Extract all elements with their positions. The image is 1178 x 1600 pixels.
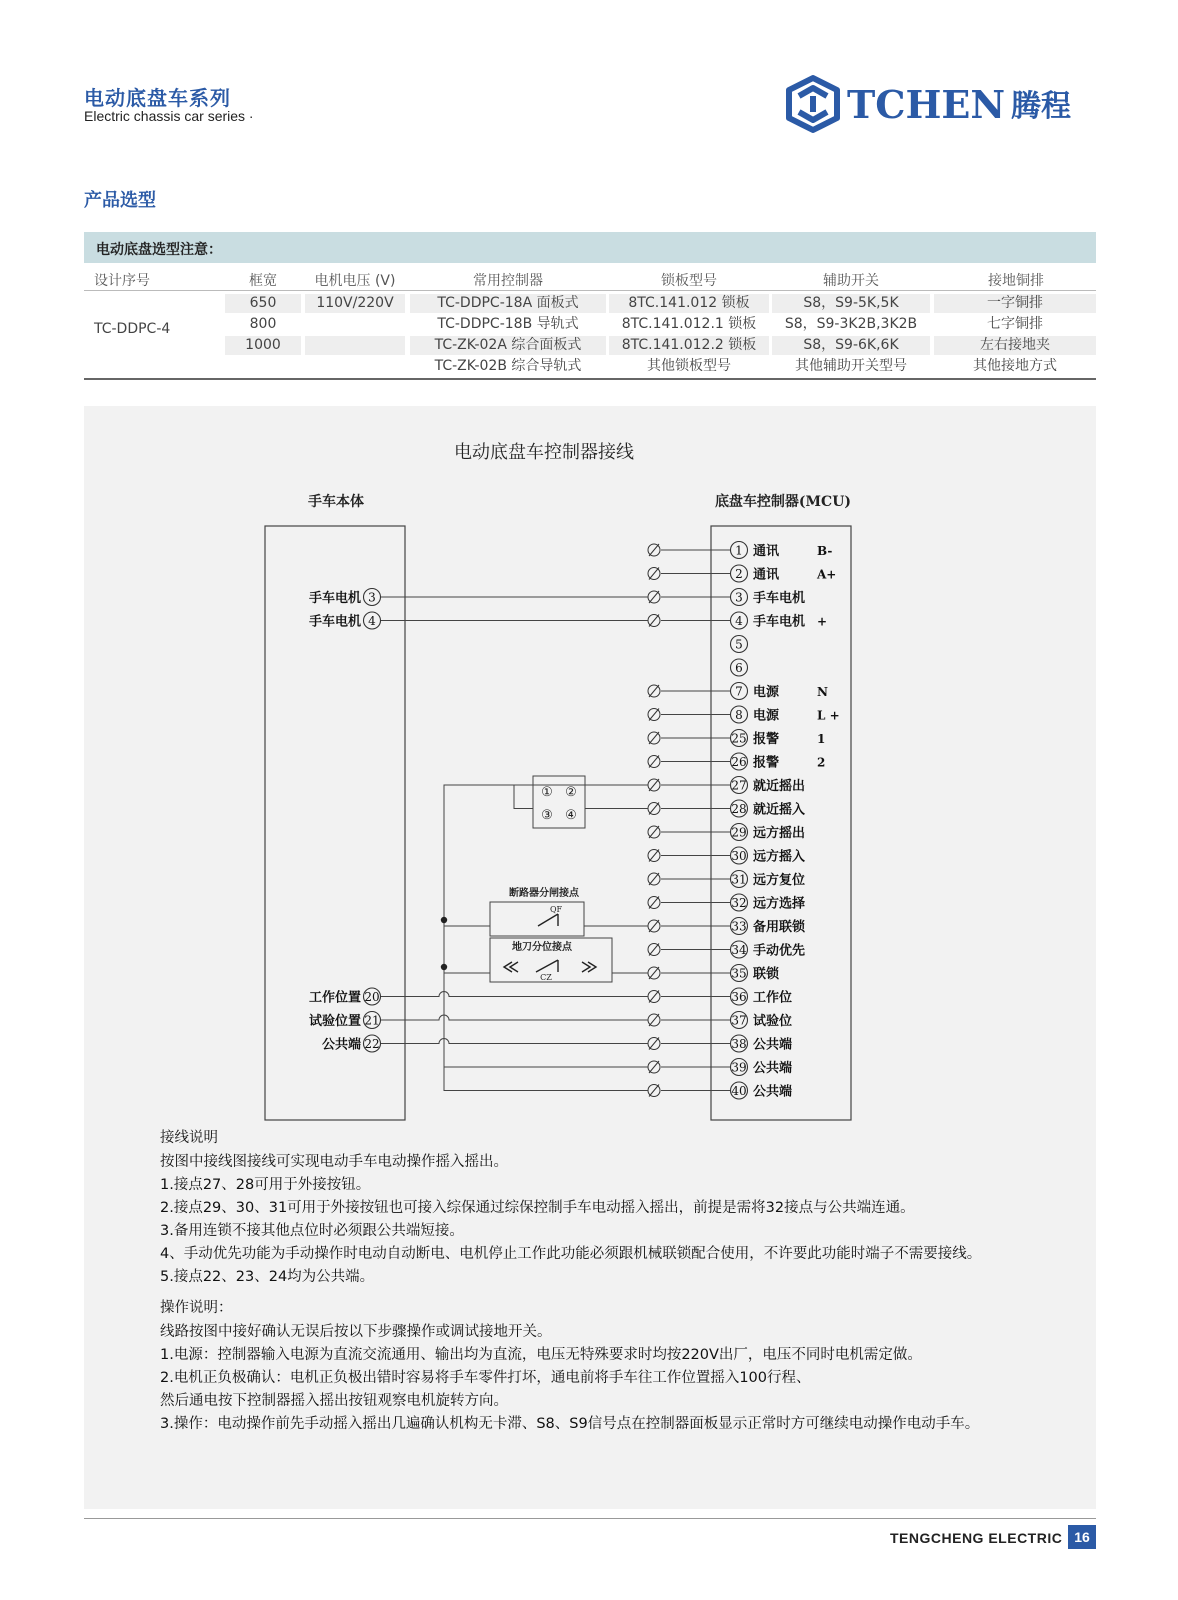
right-box-title: 底盘车控制器(MCU) bbox=[714, 494, 852, 510]
terminal-extra: A+ bbox=[817, 567, 837, 582]
terminal-label: 手车电机 bbox=[753, 614, 806, 630]
terminal-stub-slash bbox=[649, 685, 659, 697]
terminal-number: 7 bbox=[735, 684, 743, 699]
terminal-number: 26 bbox=[731, 755, 747, 769]
terminal-number: 2 bbox=[735, 567, 743, 581]
terminal-stub-slash bbox=[649, 1085, 659, 1097]
terminal-stub-slash bbox=[649, 850, 659, 862]
terminal-stub-slash bbox=[649, 826, 659, 838]
chevron-left-icon bbox=[504, 962, 518, 972]
terminal-label: 远方摇入 bbox=[753, 849, 806, 865]
page-number: 16 bbox=[1068, 1525, 1096, 1549]
terminal-label: 手动优先 bbox=[753, 943, 806, 959]
terminal-label: 手车电机 bbox=[308, 614, 361, 630]
lock-plate-cell: 8TC.141.012 锁板 bbox=[609, 294, 769, 313]
terminal-number: 36 bbox=[731, 990, 747, 1004]
terminal-label: 就近摇出 bbox=[753, 779, 806, 794]
wiring-note: 4、手动优先功能为手动操作时电动自动断电、电机停止工作此功能必须跟机械联锁配合使用，不许要此功能时端子不需要接线。 bbox=[160, 1246, 982, 1262]
series-subtitle: Electric chassis car series · bbox=[84, 108, 254, 124]
earth-switch-icon bbox=[536, 960, 558, 972]
terminal-number: 39 bbox=[731, 1060, 747, 1075]
voltage-empty-cell bbox=[305, 336, 405, 355]
terminal-extra: 1 bbox=[817, 732, 826, 746]
operation-note: 1.电源：控制器输入电源为直流交流通用、输出均为直流，电压无特殊要求时均按220V出厂，电压不同时电机需定做。 bbox=[160, 1347, 922, 1363]
terminal-number: 1 bbox=[735, 543, 743, 558]
terminal-stub-slash bbox=[649, 568, 659, 580]
terminal-number: 3 bbox=[735, 590, 743, 605]
terminal-number: 32 bbox=[731, 896, 747, 910]
logo-text: TCHEN bbox=[847, 82, 1006, 127]
terminal-stub-slash bbox=[649, 591, 659, 603]
terminal-label: 报警 bbox=[753, 732, 780, 747]
button-contact-3: ③ bbox=[541, 808, 553, 823]
ground-bar-cell: 其他接地方式 bbox=[973, 358, 1057, 374]
terminal-number: 38 bbox=[731, 1037, 747, 1051]
terminal-stub-slash bbox=[649, 779, 659, 791]
earth-switch-code: CZ bbox=[540, 973, 552, 982]
frame-width-cell: 800 bbox=[249, 316, 277, 332]
col-head-aux-switch: 辅助开关 bbox=[823, 273, 879, 289]
wiring-note: 5.接点22、23、24均为公共端。 bbox=[160, 1269, 375, 1285]
terminal-extra: N bbox=[817, 685, 828, 699]
terminal-number: 28 bbox=[731, 802, 747, 816]
terminal-label: 报警 bbox=[753, 755, 780, 771]
terminal-label: 试验位 bbox=[753, 1014, 793, 1029]
wiring-note: 2.接点29、30、31可用于外接按钮也可接入综保通过综保控制手车电动摇入摇出，前提是需将32接点与公共端连通。 bbox=[160, 1200, 915, 1216]
terminal-label: 手车电机 bbox=[753, 591, 806, 606]
table-divider bbox=[84, 290, 1096, 291]
operation-notes-title: 操作说明： bbox=[160, 1300, 233, 1316]
terminal-stub-slash bbox=[649, 1061, 659, 1073]
terminal-stub-slash bbox=[649, 803, 659, 815]
terminal-number: 21 bbox=[364, 1013, 380, 1028]
terminal-number: 4 bbox=[735, 614, 743, 628]
terminal-number: 33 bbox=[731, 919, 747, 934]
col-head-controller: 常用控制器 bbox=[473, 273, 543, 289]
logo-mark-icon bbox=[789, 78, 837, 130]
terminal-number: 22 bbox=[364, 1037, 380, 1051]
right-terminals bbox=[731, 542, 840, 1100]
terminal-label: 公共端 bbox=[321, 1037, 361, 1053]
breaker-label: 断路器分闸接点 bbox=[509, 888, 579, 899]
terminal-label: 备用联锁 bbox=[753, 920, 806, 935]
controller-cell: TC-ZK-02A 综合面板式 bbox=[410, 336, 606, 355]
left-box-title: 手车本体 bbox=[308, 494, 364, 510]
terminal-number: 6 bbox=[735, 661, 743, 675]
section-title: 产品选型 bbox=[84, 190, 156, 211]
wiring-notes-title: 接线说明 bbox=[160, 1130, 218, 1146]
lock-plate-cell: 其他锁板型号 bbox=[647, 358, 731, 374]
col-head-design-no: 设计序号 bbox=[94, 273, 150, 289]
ground-bar-cell: 左右接地夹 bbox=[934, 336, 1096, 355]
terminal-number: 20 bbox=[364, 990, 380, 1004]
button-contact-2: ② bbox=[565, 785, 577, 800]
terminal-stub-slash bbox=[649, 967, 659, 979]
controller-cell: TC-DDPC-18A 面板式 bbox=[410, 294, 606, 313]
terminal-stub-slash bbox=[649, 615, 659, 627]
terminal-stub-slash bbox=[649, 873, 659, 885]
aux-switch-cell: S8，S9-5K,5K bbox=[772, 294, 930, 313]
terminal-label: 通讯 bbox=[753, 544, 780, 559]
terminal-stub-slash bbox=[649, 897, 659, 909]
operation-note: 线路按图中接好确认无误后按以下步骤操作或调试接地开关。 bbox=[160, 1324, 552, 1340]
wire bbox=[381, 1039, 648, 1044]
button-wire bbox=[514, 785, 648, 809]
terminal-label: 电源 bbox=[753, 708, 780, 724]
frame-width-cell: 650 bbox=[225, 294, 301, 313]
logo-cn: 腾程 bbox=[1011, 89, 1071, 124]
terminal-stub-slash bbox=[649, 756, 659, 768]
footer-brand: TENGCHENG ELECTRIC bbox=[890, 1530, 1063, 1546]
terminal-number: 40 bbox=[731, 1084, 747, 1098]
terminal-number: 30 bbox=[731, 849, 747, 863]
wire bbox=[381, 992, 648, 997]
terminal-stub-slash bbox=[649, 1014, 659, 1026]
terminal-stub-slash bbox=[649, 709, 659, 721]
terminal-label: 试验位置 bbox=[308, 1014, 361, 1029]
wiring-note: 3.备用连锁不接其他点位时必须跟公共端短接。 bbox=[160, 1223, 464, 1239]
frame-width-cell: 1000 bbox=[225, 336, 301, 355]
terminal-number: 3 bbox=[368, 590, 376, 605]
wiring-note: 按图中接线图接线可实现电动手车电动操作摇入摇出。 bbox=[160, 1154, 508, 1170]
terminal-stub-slash bbox=[649, 1038, 659, 1050]
terminal-stub-slash bbox=[649, 732, 659, 744]
button-contact-4: ④ bbox=[565, 808, 577, 823]
wire bbox=[381, 1015, 648, 1020]
diagram-title: 电动底盘车控制器接线 bbox=[454, 442, 634, 463]
chevron-right-icon bbox=[582, 962, 596, 972]
terminal-number: 34 bbox=[731, 943, 747, 957]
terminal-number: 25 bbox=[731, 731, 747, 746]
terminal-stub-slash bbox=[649, 920, 659, 932]
tchen-logo bbox=[785, 74, 1085, 136]
operation-note: 2.电机正负极确认：电机正负极出错时容易将手车零件打坏，通电前将手车往工作位置摇入100行程、 bbox=[160, 1370, 811, 1386]
terminal-stub-slash bbox=[649, 944, 659, 956]
terminal-number: 35 bbox=[731, 966, 747, 981]
terminal-number: 4 bbox=[368, 614, 376, 628]
terminal-label: 电源 bbox=[753, 685, 780, 700]
terminal-number: 29 bbox=[731, 825, 747, 840]
terminal-number: 27 bbox=[731, 778, 747, 793]
terminal-label: 远方复位 bbox=[753, 873, 806, 888]
earth-switch-label: 地刀分位接点 bbox=[512, 942, 572, 953]
col-head-lock-plate: 锁板型号 bbox=[661, 273, 717, 289]
operation-note: 然后通电按下控制器摇入摇出按钮观察电机旋转方向。 bbox=[160, 1393, 508, 1409]
terminal-extra: + bbox=[817, 614, 828, 629]
series-title: 电动底盘车系列 bbox=[84, 86, 231, 110]
button-contact-1: ① bbox=[541, 785, 553, 800]
breaker-switch-icon bbox=[538, 914, 558, 926]
ground-bar-cell: 七字铜排 bbox=[987, 316, 1043, 332]
wiring-note: 1.接点27、28可用于外接按钮。 bbox=[160, 1177, 371, 1193]
terminal-stub-slash bbox=[649, 544, 659, 556]
ground-bar-cell: 一字铜排 bbox=[934, 294, 1096, 313]
terminal-extra: L + bbox=[817, 708, 840, 723]
terminal-number: 8 bbox=[735, 708, 743, 722]
breaker-code: QF bbox=[549, 905, 563, 914]
col-head-frame-width: 框宽 bbox=[249, 273, 277, 289]
aux-switch-cell: S8，S9-6K,6K bbox=[772, 336, 930, 355]
aux-switch-cell: S8，S9-3K2B,3K2B bbox=[784, 316, 918, 332]
table-bottom-rule bbox=[84, 378, 1096, 380]
terminal-extra: B- bbox=[817, 544, 833, 558]
terminal-number: 31 bbox=[731, 872, 747, 887]
col-head-voltage: 电机电压 (V) bbox=[314, 273, 396, 289]
junction-dot bbox=[441, 917, 447, 923]
operation-note: 3.操作：电动操作前先手动摇入摇出几遍确认机构无卡滞、S8、S9信号点在控制器面板显示正常时方可继续电动操作电动手车。 bbox=[160, 1416, 980, 1432]
terminal-label: 公共端 bbox=[753, 1061, 793, 1076]
terminal-extra: 2 bbox=[817, 755, 826, 770]
controller-cell: TC-DDPC-18B 导轨式 bbox=[437, 316, 579, 332]
terminal-label: 联锁 bbox=[753, 967, 780, 982]
terminal-label: 公共端 bbox=[753, 1037, 793, 1053]
terminal-label: 就近摇入 bbox=[753, 802, 806, 818]
voltage-cell: 110V/220V bbox=[305, 294, 405, 313]
col-head-ground-bar: 接地铜排 bbox=[988, 273, 1044, 289]
terminal-number: 37 bbox=[731, 1013, 747, 1028]
selection-note-bar bbox=[84, 232, 1096, 263]
terminal-number: 5 bbox=[735, 637, 743, 652]
terminal-label: 手车电机 bbox=[308, 591, 361, 606]
wires bbox=[381, 544, 730, 1097]
terminal-label: 工作位 bbox=[753, 990, 793, 1006]
lock-plate-cell: 8TC.141.012.2 锁板 bbox=[609, 336, 769, 355]
aux-switch-cell: 其他辅助开关型号 bbox=[795, 358, 907, 374]
left-terminals bbox=[309, 589, 381, 1053]
lock-plate-cell: 8TC.141.012.1 锁板 bbox=[621, 316, 757, 332]
terminal-label: 公共端 bbox=[753, 1084, 793, 1100]
design-no-cell: TC-DDPC-4 bbox=[94, 321, 171, 337]
terminal-label: 远方选择 bbox=[753, 896, 806, 912]
wiring-diagram bbox=[84, 406, 1096, 1136]
selection-note-label: 电动底盘选型注意： bbox=[96, 242, 222, 258]
terminal-label: 通讯 bbox=[753, 567, 780, 583]
terminal-label: 工作位置 bbox=[308, 990, 361, 1006]
terminal-stub-slash bbox=[649, 991, 659, 1003]
junction-dot bbox=[441, 964, 447, 970]
footer-rule bbox=[84, 1518, 1096, 1519]
terminal-label: 远方摇出 bbox=[753, 826, 806, 841]
controller-cell: TC-ZK-02B 综合导轨式 bbox=[434, 358, 582, 374]
breaker-box bbox=[490, 902, 584, 936]
